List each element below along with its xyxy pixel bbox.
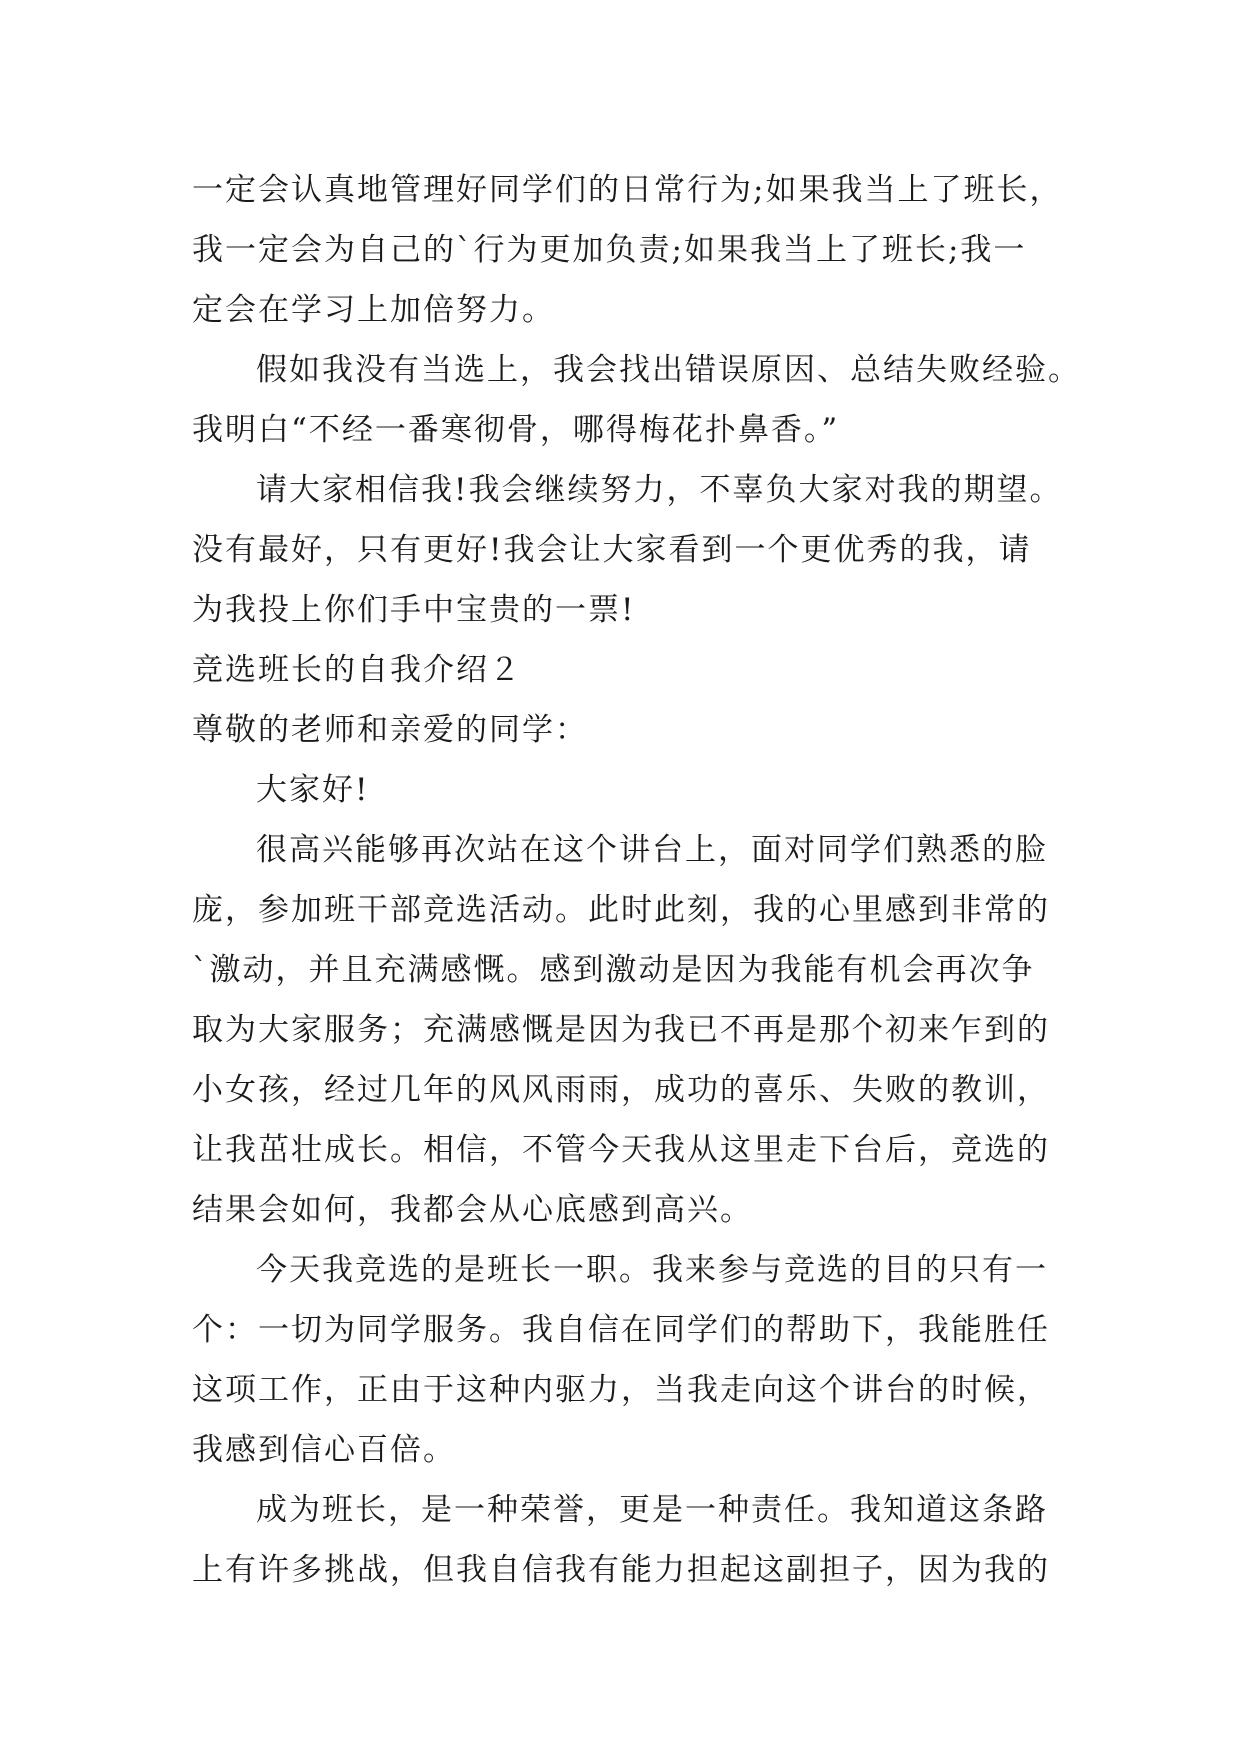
salutation: 尊敬的老师和亲爱的同学： (192, 712, 588, 748)
paragraph-first-line: 今天我竞选的是班长一职。我来参与竞选的目的只有一 (256, 1252, 1048, 1288)
text-line: 小女孩，经过几年的风风雨雨，成功的喜乐、失败的教训， (192, 1072, 1050, 1108)
text-line: 为我投上你们手中宝贵的一票! (192, 592, 636, 628)
text-line: 这项工作，正由于这种内驱力，当我走向这个讲台的时候， (192, 1372, 1050, 1408)
text-line: 我一定会为自己的`行为更加负责;如果我当上了班长;我一 (192, 232, 1027, 268)
text-line: 取为大家服务；充满感慨是因为我已不再是那个初来乍到的 (192, 1012, 1050, 1048)
paragraph-first-line: 假如我没有当选上，我会找出错误原因、总结失败经验。 (256, 352, 1081, 388)
text-line: 上有许多挑战，但我自信我有能力担起这副担子，因为我的 (192, 1552, 1050, 1588)
text-line: 我感到信心百倍。 (192, 1432, 456, 1468)
text-line: 个：一切为同学服务。我自信在同学们的帮助下，我能胜任 (192, 1312, 1050, 1348)
paragraph-first-line: 很高兴能够再次站在这个讲台上，面对同学们熟悉的脸 (256, 832, 1048, 868)
text-line: `激动，并且充满感慨。感到激动是因为我能有机会再次争 (192, 952, 1035, 988)
paragraph-first-line: 请大家相信我!我会继续努力，不辜负大家对我的期望。 (256, 472, 1063, 508)
text-line: 定会在学习上加倍努力。 (192, 292, 555, 328)
text-line: 一定会认真地管理好同学们的日常行为;如果我当上了班长， (192, 172, 1063, 208)
text-line: 结果会如何，我都会从心底感到高兴。 (192, 1192, 753, 1228)
greeting: 大家好! (256, 772, 370, 808)
paragraph-first-line: 成为班长，是一种荣誉，更是一种责任。我知道这条路 (256, 1492, 1048, 1528)
text-line: 让我茁壮成长。相信，不管今天我从这里走下台后，竞选的 (192, 1132, 1050, 1168)
text-line: 没有最好，只有更好!我会让大家看到一个更优秀的我，请 (192, 532, 1032, 568)
text-line: 我明白“不经一番寒彻骨，哪得梅花扑鼻香。” (192, 412, 840, 448)
text-line: 庞，参加班干部竞选活动。此时此刻，我的心里感到非常的 (192, 892, 1050, 928)
section-heading: 竞选班长的自我介绍２ (192, 652, 522, 688)
